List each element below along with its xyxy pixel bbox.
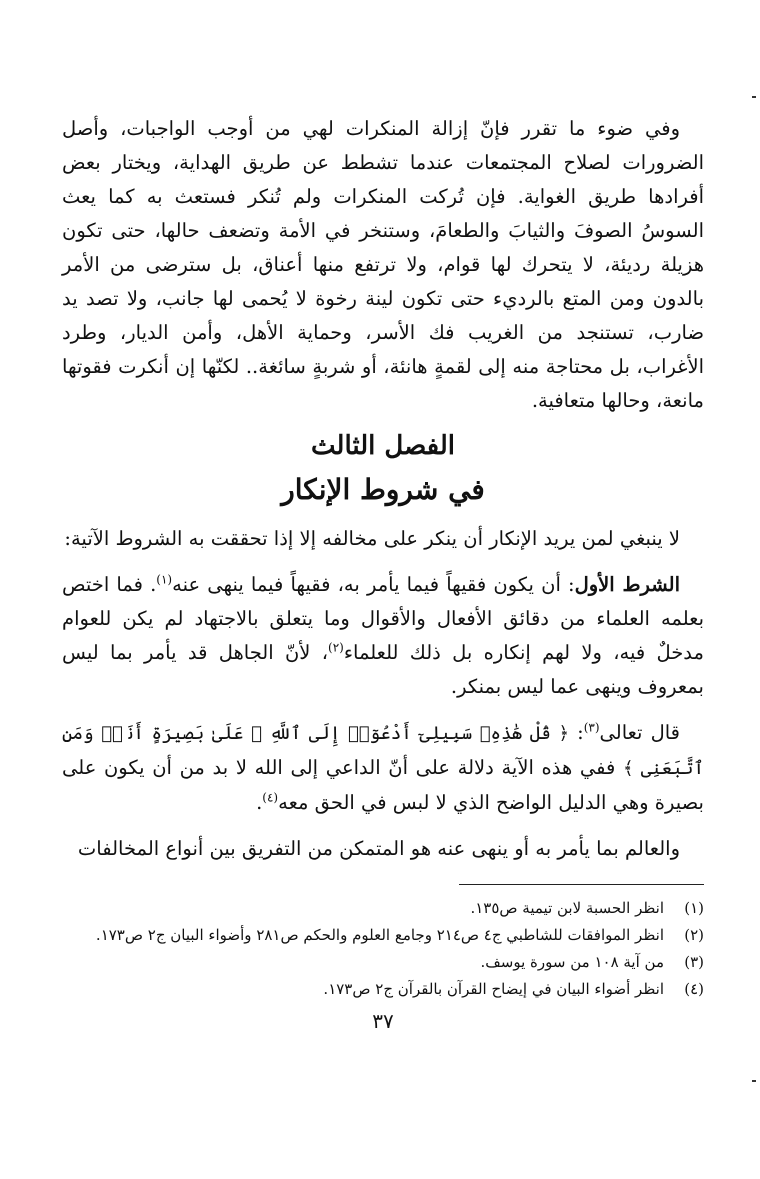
- chapter-title: الفصل الثالث: [311, 431, 455, 461]
- footnote-item: [62, 949, 704, 976]
- quran-verse-paragraph: [62, 716, 704, 820]
- edge-mark-top: [752, 96, 756, 98]
- book-page: [62, 112, 704, 1033]
- footnote-number: (٤): [684, 980, 704, 998]
- quran-verse: ﴿ قُلْ هَٰذِهِۦ سَبِيلِىٓ أَدْعُوٓا۟ إِلَى ٱللَّهِ ۚ عَلَىٰ بَصِيرَةٍ أَنَا۠ وَمَنِ ٱتَّبَعَنِى ﴾: [62, 723, 704, 779]
- edge-mark-bottom: [752, 1080, 756, 1082]
- footnote-number: (٢): [684, 926, 704, 944]
- conditions-intro-paragraph: لا ينبغي لمن يريد الإنكار أن ينكر على مخالفه إلا إذا تحققت به الشروط الآتية:: [64, 527, 680, 550]
- footnote-text: انظر الموافقات للشاطبي ج٤ ص٢١٤ وجامع العلوم والحكم ص٢٨١ وأضواء البيان ج٢ ص١٧٣.: [95, 926, 664, 944]
- footnote-ref-3[interactable]: (٣): [583, 720, 600, 735]
- first-condition-text-a: : أن يكون فقيهاً فيما يأمر به، فقيهاً فيما ينهى عنه: [172, 573, 575, 596]
- footnote-text: من آية ١٠٨ من سورة يوسف.: [480, 953, 664, 971]
- first-condition-paragraph: [62, 568, 704, 704]
- footnote-ref-4[interactable]: (٤): [262, 790, 279, 805]
- footnotes-section: [62, 895, 704, 1003]
- footnote-ref-1[interactable]: (١): [156, 572, 173, 587]
- closing-paragraph: والعالم بما يأمر به أو ينهى عنه هو المتمكن من التفريق بين أنواع المخالفات: [77, 837, 680, 860]
- footnote-number: (١): [684, 899, 704, 917]
- footnote-text: انظر أضواء البيان في إيضاح القرآن بالقرآن ج٢ ص١٧٣.: [323, 980, 664, 998]
- footnote-item: [62, 976, 704, 1003]
- chapter-subtitle: في شروط الإنكار: [281, 473, 485, 506]
- first-condition-text-c: ، لأنّ الجاهل قد يأمر بما ليس بمعروف وينهى عما ليس بمنكر.: [62, 641, 704, 698]
- footnote-number: (٣): [684, 953, 704, 971]
- verse-end-period: .: [256, 791, 263, 814]
- footnote-divider: [459, 884, 704, 885]
- verse-intro-text: قال تعالى: [599, 721, 680, 744]
- page-number: ٣٧: [372, 1009, 394, 1033]
- verse-commentary: ففي هذه الآية دلالة على أنّ الداعي إلى الله لا بد من أن يكون على بصيرة وهي الدليل الواضح الذي لا لبس في الحق معه: [62, 756, 704, 814]
- footnote-item: [62, 922, 704, 949]
- first-condition-text-b: . فما اختص بعلمه العلماء من دقائق الأفعال والأقوال وما يتعلق بالاجتهاد لم يكن للعوام مدخلٌ فيه، ولا لهم إنكاره بل ذلك للعلماء: [62, 573, 704, 664]
- intro-paragraph: وفي ضوء ما تقرر فإنّ إزالة المنكرات لهي من أوجب الواجبات، وأصل الضرورات لصلاح المجتمعات عندما تشطط عن طريق الهداية، ويختار بعض أفرادها طريق الغواية. فإن تُركت المنكرات ولم تُنكر فستعث به كما يعث السوسُ الصوفَ والثيابَ والطعامَ، وستنخر في الأمة وتضعف حالها، حتى تكون هزيلة رديئة، لا يتحرك لها قوام، ولا ترتفع منها أعناق، بل سترضى من الأمر بالدون ومن المتع بالرديء حتى تكون لينة رخوة لا يُحمى لها جانب، ولا تصد يد ضارب، تستنجد من الغريب فك الأسر، وحماية الأهل، وأمن الديار، وطرد الأغراب، بل محتاجة منه إلى لقمةٍ هانئة، أو شربةٍ سائغة.. لكنّها إن أنكرت فقوتها مانعة، وحالها متعافية.: [62, 117, 704, 412]
- verse-colon: :: [569, 721, 584, 744]
- footnote-ref-2[interactable]: (٢): [328, 640, 344, 655]
- first-condition-heading: الشرط الأول: [574, 573, 681, 596]
- footnote-item: [62, 895, 704, 922]
- footnote-text: انظر الحسبة لابن تيمية ص١٣٥.: [470, 899, 664, 917]
